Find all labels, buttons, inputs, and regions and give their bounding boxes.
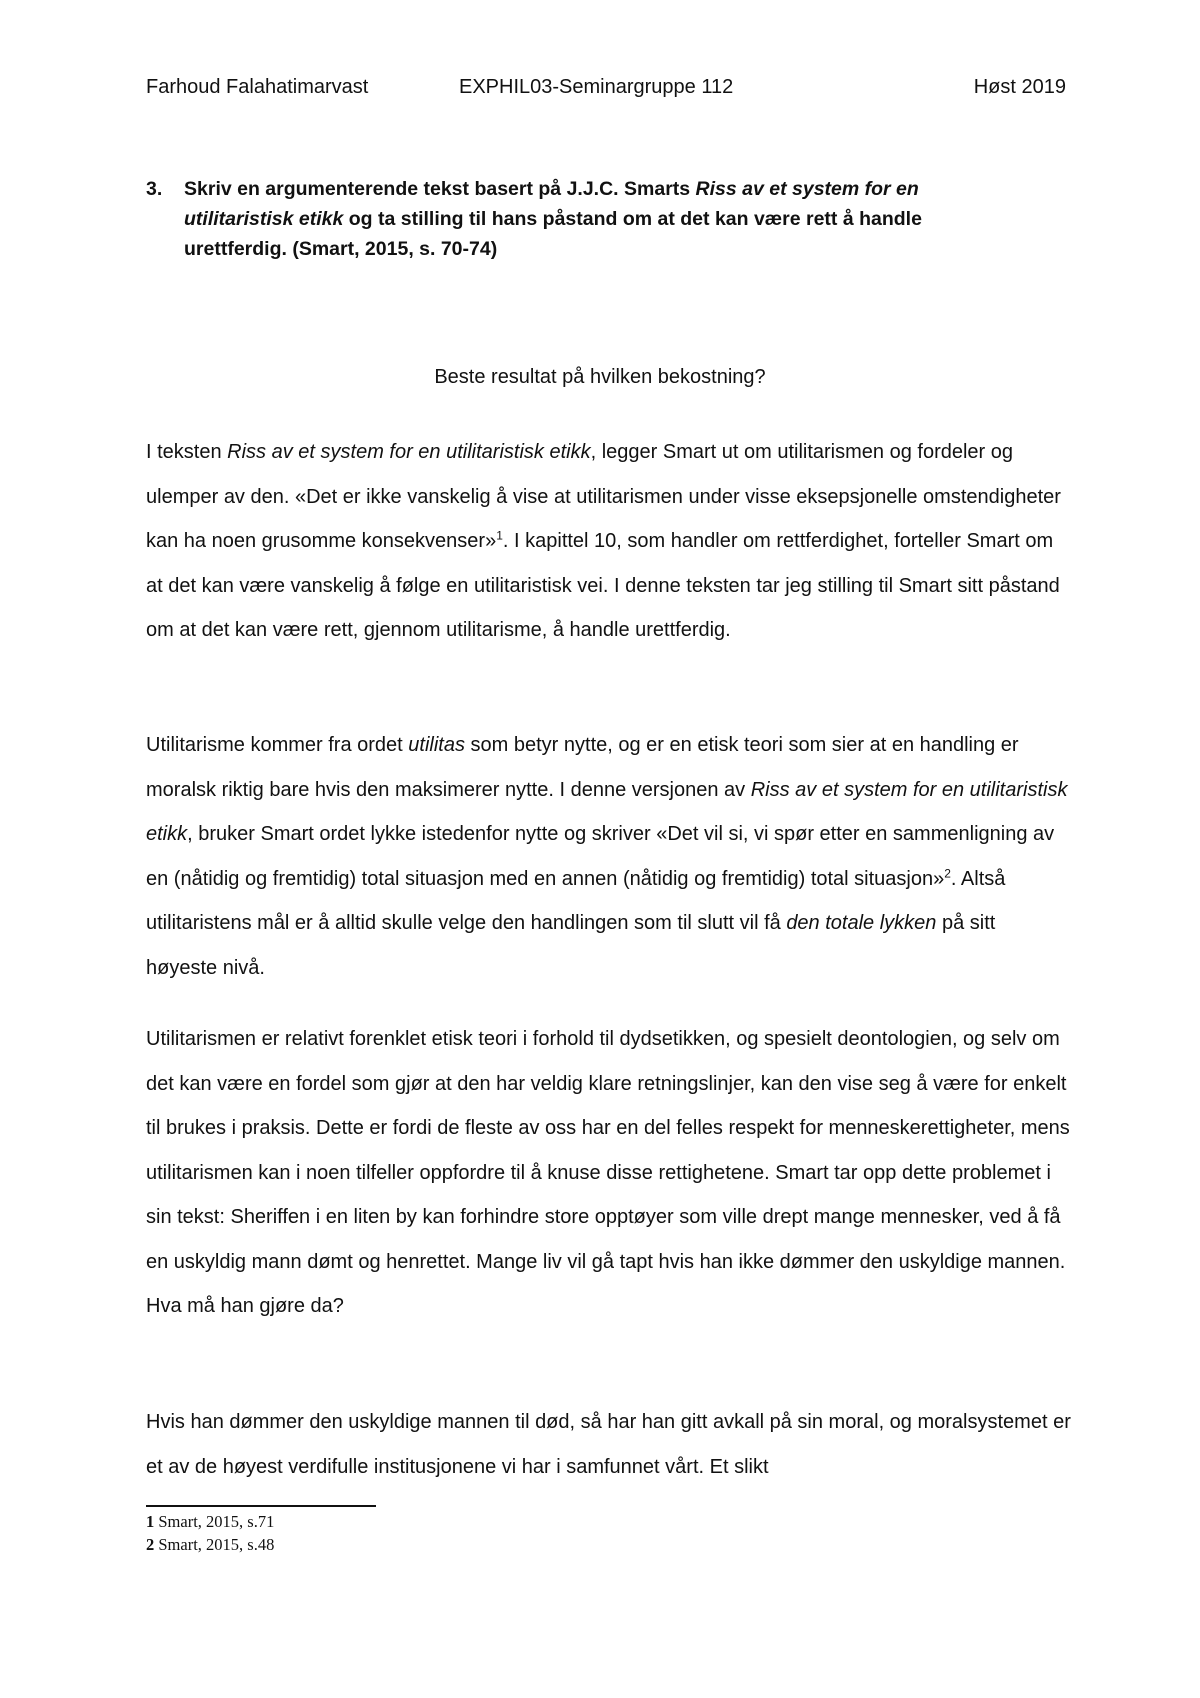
text-run-italic: Riss av et system for en utilitaristisk etikk — [146, 778, 1068, 845]
header-course: EXPHIL03-Seminargruppe 112 — [459, 76, 734, 98]
essay-title: Beste resultat på hvilken bekostning? — [434, 366, 766, 388]
footnote-text: Smart, 2015, s.48 — [154, 1535, 275, 1554]
paragraph-4: Hvis han dømmer den uskyldige mannen til død, så har han gitt avkall på sin moral, og moralsystemet er et av de høyest verdifulle institusjonene vi har i samfunnet vårt. Et slikt — [146, 1411, 1071, 1478]
footnote-ref: 2 — [944, 865, 951, 880]
text-run: . I kapittel 10, som handler om rettferdighet, forteller Smart om at det kan være vanskelig å følge en utilitaristisk vei. I denne teksten tar jeg stilling til Smart sitt påstand om at det kan være rett, gjennom utilitarisme, å handle urettferdig. — [146, 530, 1060, 641]
header-term: Høst 2019 — [973, 76, 1066, 98]
footnote-number: 2 — [146, 1535, 155, 1554]
question-text-italic: Riss av et system for en utilitaristisk etikk — [184, 178, 919, 230]
text-run-italic: den totale lykken — [786, 912, 937, 934]
question-text-part: Skriv en argumenterende tekst basert på J.J.C. Smarts — [184, 178, 696, 200]
paragraph-2 — [146, 723, 1071, 990]
text-run: , legger Smart ut om utilitarismen og fordeler og ulemper av den. «Det er ikke vanskelig å vise at utilitarismen under visse eksepsjonelle omstendigheter kan ha noen grusomme konsekvenser» — [146, 441, 1061, 552]
footnote-item — [146, 1533, 274, 1556]
footnote-number: 1 — [146, 1512, 155, 1531]
text-run: . Altså utilitaristens mål er å alltid skulle velge den handlingen som til slutt vil få — [146, 867, 1006, 934]
footnote-text: Smart, 2015, s.71 — [154, 1512, 275, 1531]
text-run-italic: Riss av et system for en utilitaristisk etikk — [227, 441, 591, 463]
text-run: på sitt høyeste nivå. — [146, 912, 996, 979]
header-author: Farhoud Falahatimarvast — [146, 76, 369, 98]
text-run: I teksten — [146, 441, 228, 463]
footnotes — [146, 1510, 274, 1556]
paragraph-3: Utilitarismen er relativt forenklet etisk teori i forhold til dydsetikken, og spesielt deontologien, og selv om det kan være en fordel som gjør at den har veldig klare retningslinjer, kan den vise seg å være for enkelt til brukes i praksis. Dette er fordi de fleste av oss har en del felles respekt for menneskerettigheter, mens utilitarismen kan i noen tilfeller oppfordre til å knuse disse rettighetene. Smart tar opp dette problemet i sin tekst: Sheriffen i en liten by kan forhindre store opptøyer som ville drept mange mennesker, ved å få en uskyldig mann dømt og henrettet. Mange liv vil gå tapt hvis han ikke dømmer den uskyldige mannen. Hva må han gjøre da? — [146, 1028, 1070, 1317]
paragraph-1 — [146, 430, 1071, 653]
text-run: Utilitarisme kommer fra ordet — [146, 734, 409, 756]
text-run-italic: utilitas — [408, 734, 465, 756]
text-run: som betyr nytte, og er en etisk teori som sier at en handling er moralsk riktig bare hvis den maksimerer nytte. I denne versjonen av — [146, 734, 1019, 801]
question-number: 3. — [146, 178, 163, 200]
question-text-part: og ta stilling til hans påstand om at det kan være rett å handle urettferdig. (Smart, 2015, s. 70-74) — [184, 208, 922, 260]
footnote-item — [146, 1510, 274, 1533]
text-run: , bruker Smart ordet lykke istedenfor nytte og skriver «Det vil si, vi spør etter en sammenligning av en (nåtidig og fremtidig) total situasjon med en annen (nåtidig og fremtidig) total situasjon» — [146, 823, 1055, 890]
question-text — [184, 174, 1026, 264]
footnote-separator — [146, 1505, 376, 1507]
assignment-question — [146, 174, 1026, 264]
footnote-ref: 1 — [496, 528, 503, 543]
